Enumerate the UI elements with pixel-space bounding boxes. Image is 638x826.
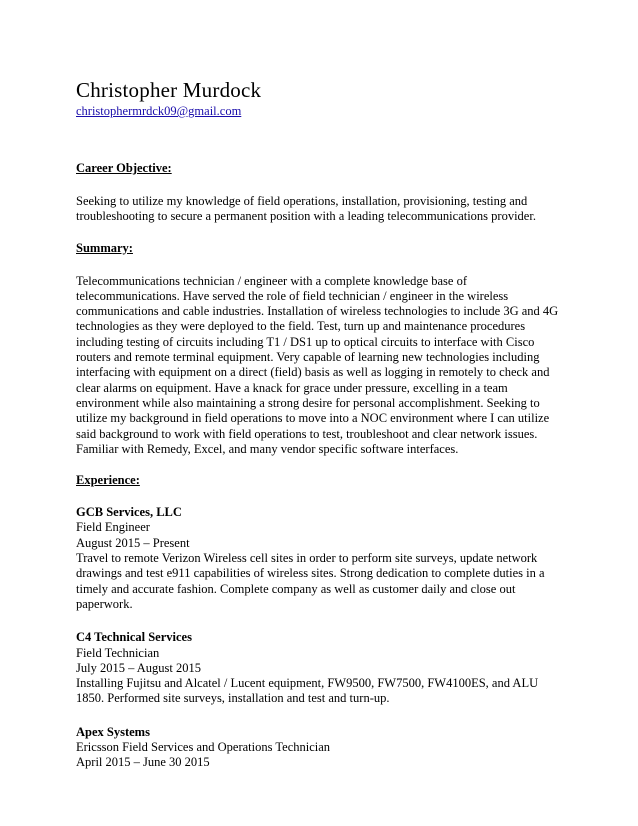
summary-line: Telecommunications technician / engineer with a complete knowledge base of (76, 273, 467, 288)
job-entry-gcb (76, 505, 566, 612)
objective-text (76, 194, 566, 225)
job-dates: August 2015 – Present (76, 535, 190, 550)
job-description-line: Installing Fujitsu and Alcatel / Lucent equipment, FW9500, FW7500, FW4100ES, and ALU (76, 676, 539, 691)
job-description-line: drawings and test e911 capabilities of wireless sites. Strong dedication to complete duties in a (76, 566, 545, 581)
summary-text (76, 274, 566, 458)
objective-line: Seeking to utilize my knowledge of field operations, installation, provisioning, testing and (76, 194, 528, 208)
job-description-line: timely and accurate fashion. Complete company as well as customer daily and close out (76, 581, 516, 596)
objective-line: troubleshooting to secure a permanent position with a leading telecommunications provider. (76, 209, 536, 224)
job-entry-c4 (76, 630, 566, 706)
job-title: Field Engineer (76, 520, 150, 535)
job-company: GCB Services, LLC (76, 505, 182, 520)
job-title: Ericsson Field Services and Operations Technician (76, 740, 331, 755)
summary-line: routers and remote terminal equipment. Very capable of learning new technologies including (76, 350, 540, 365)
summary-line: environment while also maintaining a strong desire for personal accomplishment. Seeking to (76, 395, 540, 410)
candidate-name: Christopher Murdock (76, 78, 262, 102)
summary-line: technologies as they were deployed to the field. Test, turn up and maintenance procedures (76, 319, 526, 334)
experience-heading: Experience: (76, 473, 140, 488)
job-description (76, 676, 566, 707)
job-description-line: Travel to remote Verizon Wireless cell sites in order to perform site surveys, update network (76, 551, 538, 566)
resume-page (76, 78, 566, 771)
summary-line: Familiar with Remedy, Excel, and many vendor specific software interfaces. (76, 441, 459, 456)
job-entry-apex (76, 725, 566, 771)
summary-line: clear alarms on equipment. Have a knack for grace under pressure, excelling in a team (76, 380, 508, 395)
job-dates: April 2015 – June 30 2015 (76, 755, 210, 770)
objective-heading: Career Objective: (76, 161, 172, 175)
job-description-line: 1850. Performed site surveys, installation and test and turn-up. (76, 691, 390, 706)
job-title: Field Technician (76, 645, 160, 660)
summary-line: communications and cable industries. Installation of wireless technologies to include 3G and 4G (76, 304, 559, 319)
email-link[interactable]: christophermrdck09@gmail.com (76, 104, 242, 118)
job-company: Apex Systems (76, 724, 150, 739)
summary-line: utilize my background in field operations to move into a NOC environment where I can utilize (76, 411, 550, 426)
job-dates: July 2015 – August 2015 (76, 660, 202, 675)
summary-line: interfacing with equipment on a direct (field) basis as well as logging in remotely to check and (76, 365, 550, 380)
job-description-line: paperwork. (76, 596, 133, 611)
summary-heading: Summary: (76, 240, 133, 255)
job-company: C4 Technical Services (76, 630, 192, 645)
summary-line: including testing of circuits including T1 / DS1 up to optical circuits to interface with Cisco (76, 334, 535, 349)
job-description (76, 551, 566, 612)
summary-line: telecommunications. Have served the role of field technician / engineer in the wireless (76, 288, 509, 303)
summary-line: said background to work with field operations to test, troubleshoot and clear network issues. (76, 426, 538, 441)
